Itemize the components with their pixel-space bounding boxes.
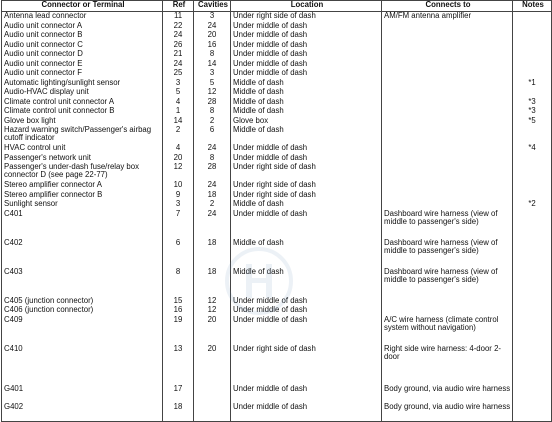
cell-connector: Audio unit connector C: [2, 41, 163, 51]
cell-connector: C409: [2, 316, 163, 345]
cell-ref: 24: [163, 60, 194, 70]
cell-notes: [513, 126, 552, 144]
cell-connects-to: [382, 79, 513, 89]
cell-connector: Audio unit connector A: [2, 22, 163, 32]
cell-connects-to: Body ground, via audio wire harness: [382, 385, 513, 403]
cell-notes: *3: [513, 107, 552, 117]
cell-connects-to: [382, 126, 513, 144]
table-row: [2, 107, 552, 117]
cell-location: Middle of dash: [231, 79, 382, 89]
header-notes: Notes: [513, 1, 552, 12]
cell-cavities: 18: [194, 268, 231, 297]
cell-connects-to: Right side wire harness: 4-door 2-door: [382, 345, 513, 385]
table-row: [2, 117, 552, 127]
cell-location: Under right side of dash: [231, 181, 382, 191]
table-row: [2, 31, 552, 41]
cell-notes: [513, 31, 552, 41]
cell-ref: 5: [163, 88, 194, 98]
cell-cavities: 12: [194, 306, 231, 316]
table-row: [2, 144, 552, 154]
cell-cavities: 2: [194, 117, 231, 127]
cell-connects-to: [382, 107, 513, 117]
cell-connector: Stereo amplifier connector B: [2, 191, 163, 201]
table-row: [2, 181, 552, 191]
cell-ref: 25: [163, 69, 194, 79]
cell-connector: Audio unit connector D: [2, 50, 163, 60]
cell-cavities: 12: [194, 88, 231, 98]
cell-location: Under middle of dash: [231, 297, 382, 307]
cell-location: Under right side of dash: [231, 191, 382, 201]
cell-connector: Antenna lead connector: [2, 12, 163, 22]
cell-location: Under middle of dash: [231, 69, 382, 79]
cell-location: Under right side of dash: [231, 345, 382, 385]
cell-connector: Automatic lighting/sunlight sensor: [2, 79, 163, 89]
cell-connector: HVAC control unit: [2, 144, 163, 154]
cell-cavities: 24: [194, 22, 231, 32]
cell-notes: [513, 345, 552, 385]
cell-location: Middle of dash: [231, 107, 382, 117]
cell-cavities: 8: [194, 50, 231, 60]
cell-location: Under middle of dash: [231, 22, 382, 32]
cell-connector: C403: [2, 268, 163, 297]
cell-ref: 1: [163, 107, 194, 117]
cell-connector: G401: [2, 385, 163, 403]
cell-connects-to: [382, 154, 513, 164]
cell-connector: C401: [2, 210, 163, 239]
cell-notes: [513, 316, 552, 345]
cell-cavities: 14: [194, 60, 231, 70]
cell-ref: 24: [163, 31, 194, 41]
cell-ref: 16: [163, 306, 194, 316]
cell-cavities: 6: [194, 126, 231, 144]
cell-ref: 9: [163, 191, 194, 201]
table-row: [2, 200, 552, 210]
cell-notes: *3: [513, 98, 552, 108]
cell-connector: C406 (junction connector): [2, 306, 163, 316]
cell-connector: Hazard warning switch/Passenger's airbag cutoff indicator: [2, 126, 163, 144]
cell-cavities: 3: [194, 12, 231, 22]
cell-cavities: 20: [194, 316, 231, 345]
cell-location: Under right side of dash: [231, 163, 382, 181]
cell-connects-to: [382, 69, 513, 79]
cell-notes: [513, 163, 552, 181]
cell-cavities: 24: [194, 181, 231, 191]
cell-connector: Audio unit connector B: [2, 31, 163, 41]
cell-location: Under middle of dash: [231, 41, 382, 51]
header-cavities: Cavities: [194, 1, 231, 12]
table-row: [2, 60, 552, 70]
cell-location: Glove box: [231, 117, 382, 127]
cell-connects-to: [382, 297, 513, 307]
cell-cavities: 18: [194, 239, 231, 268]
table-row: [2, 316, 552, 345]
table-row: [2, 98, 552, 108]
cell-connector: Audio unit connector F: [2, 69, 163, 79]
cell-connects-to: [382, 98, 513, 108]
cell-notes: [513, 268, 552, 297]
cell-location: Middle of dash: [231, 200, 382, 210]
cell-cavities: 20: [194, 31, 231, 41]
table-row: [2, 41, 552, 51]
cell-ref: 22: [163, 22, 194, 32]
cell-connector: Climate control unit connector A: [2, 98, 163, 108]
cell-connects-to: [382, 117, 513, 127]
cell-location: Under middle of dash: [231, 385, 382, 403]
cell-connects-to: Dashboard wire harness (view of middle to passenger's side): [382, 239, 513, 268]
cell-cavities: 24: [194, 144, 231, 154]
table-row: [2, 22, 552, 32]
cell-connects-to: [382, 50, 513, 60]
cell-ref: 13: [163, 345, 194, 385]
cell-notes: *1: [513, 79, 552, 89]
cell-connector: Sunlight sensor: [2, 200, 163, 210]
header-location: Location: [231, 1, 382, 12]
cell-connects-to: A/C wire harness (climate control system without navigation): [382, 316, 513, 345]
cell-connector: C405 (junction connector): [2, 297, 163, 307]
cell-location: Under middle of dash: [231, 154, 382, 164]
cell-notes: *4: [513, 144, 552, 154]
cell-connects-to: Dashboard wire harness (view of middle to passenger's side): [382, 210, 513, 239]
cell-notes: [513, 22, 552, 32]
cell-connects-to: [382, 41, 513, 51]
table-row: [2, 163, 552, 181]
table-row: [2, 154, 552, 164]
cell-notes: [513, 60, 552, 70]
table-row: [2, 345, 552, 385]
cell-notes: [513, 88, 552, 98]
cell-connects-to: [382, 60, 513, 70]
cell-connects-to: Body ground, via audio wire harness: [382, 403, 513, 422]
cell-ref: 26: [163, 41, 194, 51]
cell-notes: *2: [513, 200, 552, 210]
cell-notes: [513, 50, 552, 60]
cell-connects-to: [382, 200, 513, 210]
cell-connects-to: [382, 31, 513, 41]
cell-location: Middle of dash: [231, 88, 382, 98]
cell-location: Under middle of dash: [231, 31, 382, 41]
cell-ref: 14: [163, 117, 194, 127]
cell-cavities: 28: [194, 163, 231, 181]
cell-ref: 2: [163, 126, 194, 144]
cell-ref: 3: [163, 200, 194, 210]
cell-ref: 11: [163, 12, 194, 22]
cell-connector: Glove box light: [2, 117, 163, 127]
table-row: [2, 79, 552, 89]
cell-connector: G402: [2, 403, 163, 422]
cell-location: Middle of dash: [231, 239, 382, 268]
cell-cavities: 16: [194, 41, 231, 51]
cell-location: Under middle of dash: [231, 60, 382, 70]
cell-connects-to: [382, 306, 513, 316]
cell-cavities: 18: [194, 191, 231, 201]
cell-connects-to: [382, 88, 513, 98]
cell-location: Under right side of dash: [231, 12, 382, 22]
table-row: [2, 385, 552, 403]
cell-cavities: 12: [194, 297, 231, 307]
cell-ref: 17: [163, 385, 194, 403]
header-connector: Connector or Terminal: [2, 1, 163, 12]
cell-connects-to: [382, 191, 513, 201]
cell-notes: [513, 191, 552, 201]
cell-connects-to: [382, 22, 513, 32]
cell-ref: 18: [163, 403, 194, 422]
cell-ref: 20: [163, 154, 194, 164]
cell-notes: [513, 154, 552, 164]
cell-location: Under middle of dash: [231, 210, 382, 239]
table-body: [2, 12, 552, 422]
cell-ref: 6: [163, 239, 194, 268]
table-row: [2, 191, 552, 201]
cell-connector: Audio unit connector E: [2, 60, 163, 70]
cell-connector: C410: [2, 345, 163, 385]
cell-notes: [513, 385, 552, 403]
cell-notes: [513, 69, 552, 79]
header-ref: Ref: [163, 1, 194, 12]
cell-cavities: 8: [194, 154, 231, 164]
cell-cavities: 24: [194, 210, 231, 239]
cell-notes: [513, 41, 552, 51]
cell-connects-to: Dashboard wire harness (view of middle to passenger's side): [382, 268, 513, 297]
cell-location: Under middle of dash: [231, 144, 382, 154]
cell-connects-to: AM/FM antenna amplifier: [382, 12, 513, 22]
cell-location: Under middle of dash: [231, 403, 382, 422]
cell-cavities: 5: [194, 79, 231, 89]
cell-notes: [513, 239, 552, 268]
table-row: [2, 50, 552, 60]
cell-ref: 4: [163, 144, 194, 154]
cell-ref: 10: [163, 181, 194, 191]
table-row: [2, 210, 552, 239]
cell-ref: 21: [163, 50, 194, 60]
table-header-row: [2, 1, 552, 12]
cell-ref: 19: [163, 316, 194, 345]
connector-table: [1, 0, 552, 422]
cell-cavities: 3: [194, 69, 231, 79]
cell-notes: *5: [513, 117, 552, 127]
cell-cavities: [194, 385, 231, 403]
cell-connector: C402: [2, 239, 163, 268]
cell-connector: Climate control unit connector B: [2, 107, 163, 117]
table-row: [2, 12, 552, 22]
cell-connects-to: [382, 144, 513, 154]
cell-connects-to: [382, 181, 513, 191]
cell-ref: 4: [163, 98, 194, 108]
cell-location: Middle of dash: [231, 268, 382, 297]
header-connects-to: Connects to: [382, 1, 513, 12]
cell-connector: Audio-HVAC display unit: [2, 88, 163, 98]
cell-connector: Passenger's network unit: [2, 154, 163, 164]
cell-ref: 8: [163, 268, 194, 297]
cell-ref: 15: [163, 297, 194, 307]
cell-connector: Stereo amplifier connector A: [2, 181, 163, 191]
cell-notes: [513, 297, 552, 307]
cell-cavities: 2: [194, 200, 231, 210]
cell-ref: 12: [163, 163, 194, 181]
cell-cavities: 28: [194, 98, 231, 108]
cell-cavities: 8: [194, 107, 231, 117]
cell-connects-to: [382, 163, 513, 181]
cell-location: Under middle of dash: [231, 50, 382, 60]
cell-notes: [513, 12, 552, 22]
cell-location: Under middle of dash: [231, 316, 382, 345]
table-row: [2, 126, 552, 144]
cell-cavities: 20: [194, 345, 231, 385]
cell-location: Middle of dash: [231, 98, 382, 108]
cell-notes: [513, 306, 552, 316]
table-row: [2, 88, 552, 98]
cell-notes: [513, 210, 552, 239]
cell-location: Middle of dash: [231, 126, 382, 144]
cell-ref: 7: [163, 210, 194, 239]
cell-ref: 3: [163, 79, 194, 89]
cell-connector: Passenger's under-dash fuse/relay box connector D (see page 22-77): [2, 163, 163, 181]
cell-location: Under middle of dash: [231, 306, 382, 316]
cell-notes: [513, 181, 552, 191]
watermark-logo-icon: [224, 246, 294, 316]
table-row: [2, 69, 552, 79]
